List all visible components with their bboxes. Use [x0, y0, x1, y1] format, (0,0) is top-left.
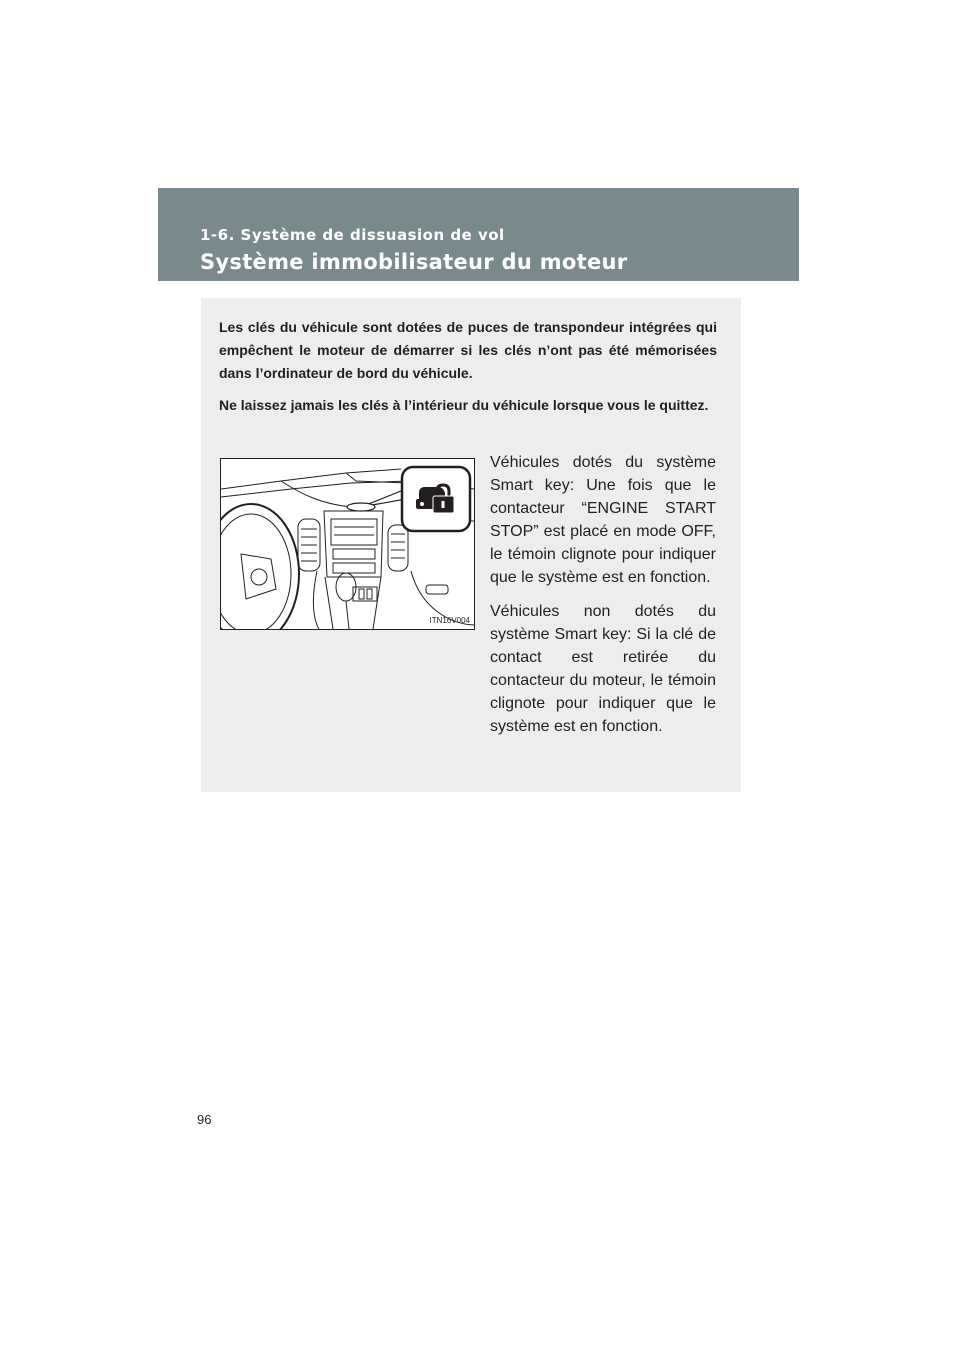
page-number: 96 [197, 1112, 212, 1127]
intro-text [219, 316, 717, 426]
dashboard-drawing [221, 459, 474, 629]
security-lock-indicator-icon [416, 485, 454, 513]
section-header [158, 188, 799, 281]
intro-paragraph: Les clés du véhicule sont dotées de puces de transpondeur intégrées qui empêchent le moteur de démarrer si les clés n’ont pas été mémorisées dans l’ordinateur de bord du véhicule. [219, 319, 717, 381]
content-box [201, 298, 741, 792]
description-paragraph: Véhicules non dotés du système Smart key: Si la clé de contact est retirée du contacteur du moteur, le témoin clignote pour indiquer que le système est en fonction. [490, 603, 716, 735]
description-paragraph: Véhicules dotés du système Smart key: Une fois que le contacteur “ENGINE START STOP” est placé en mode OFF, le témoin clignote pour indiquer que le système est en fonction. [490, 454, 716, 586]
figure-code: ITN16V004 [429, 616, 470, 625]
intro-paragraph: Ne laissez jamais les clés à l’intérieur du véhicule lorsque vous le quittez. [219, 397, 709, 413]
page-title: Système immobilisateur du moteur [200, 250, 628, 274]
dashboard-illustration [220, 458, 475, 630]
description-text [490, 451, 716, 749]
section-label: 1-6. Système de dissuasion de vol [200, 226, 505, 244]
